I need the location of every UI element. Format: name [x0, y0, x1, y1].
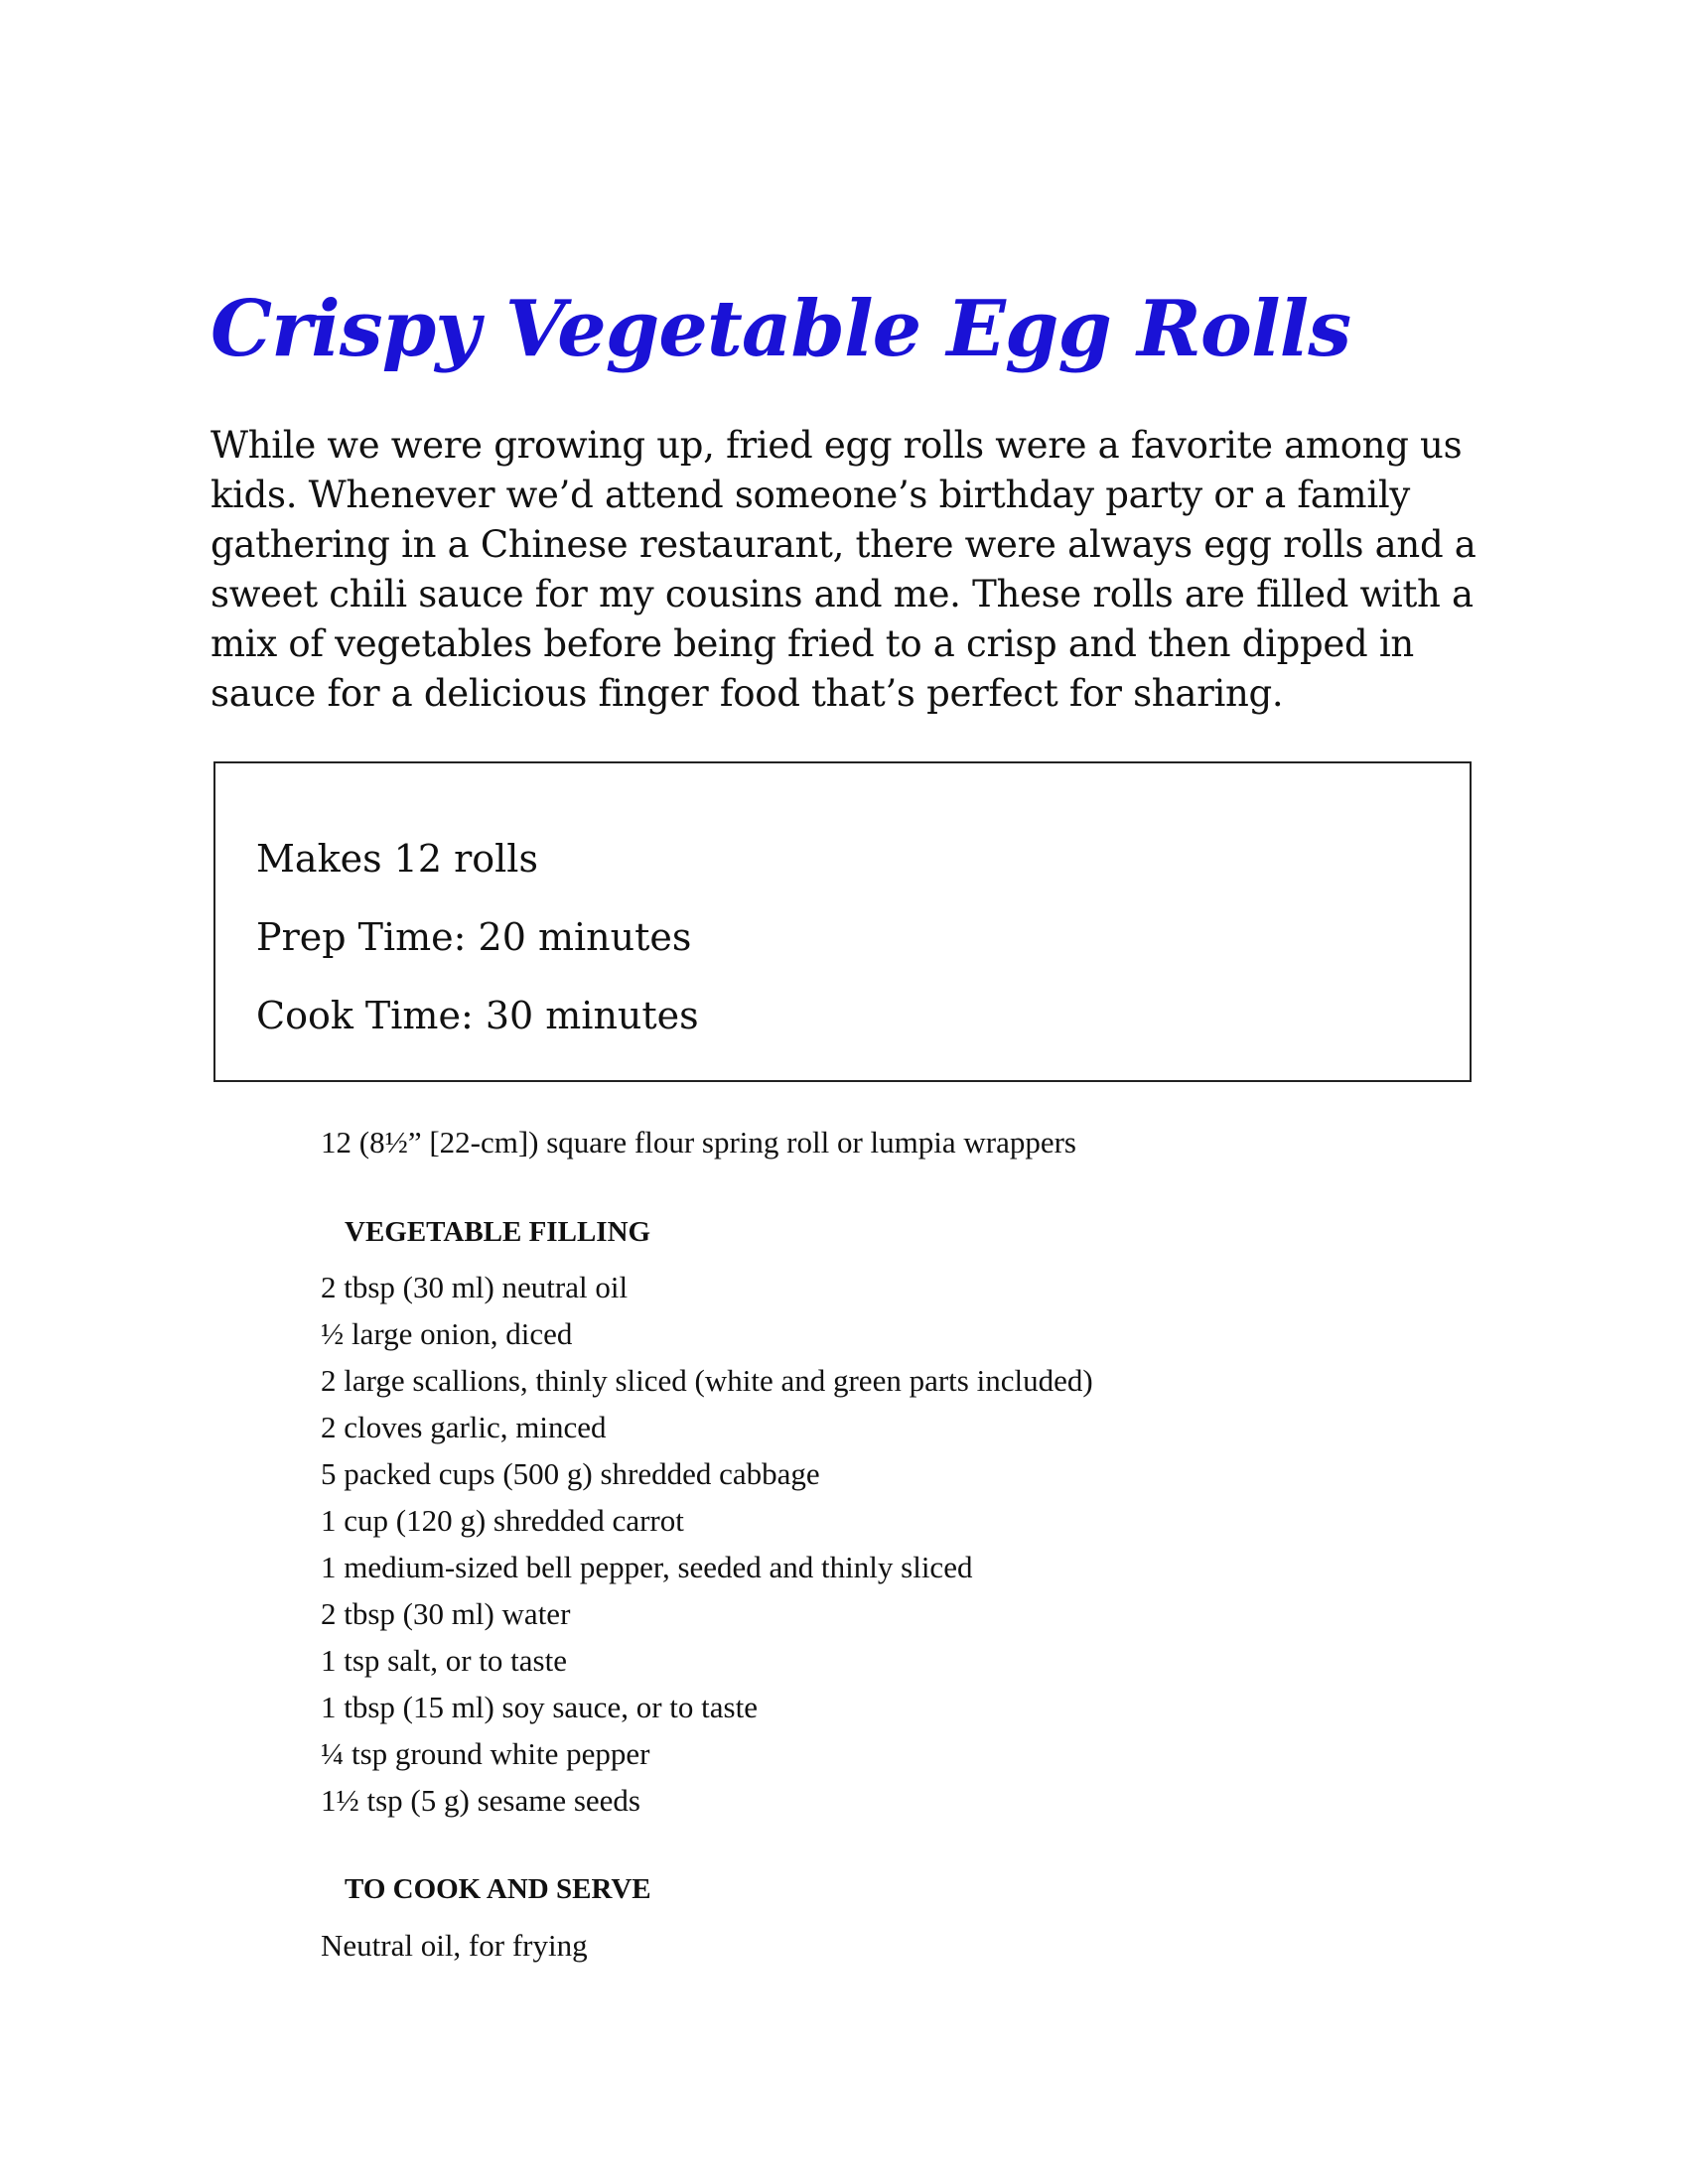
ingredient-item: 1 cup (120 g) shredded carrot	[321, 1503, 684, 1538]
ingredient-item: ½ large onion, diced	[321, 1316, 573, 1351]
ingredient-item: 2 tbsp (30 ml) neutral oil	[321, 1270, 629, 1304]
ingredient-item: 2 cloves garlic, minced	[321, 1410, 607, 1444]
ingredient-item: 5 packed cups (500 g) shredded cabbage	[321, 1456, 820, 1491]
prep-time-text: Prep Time: 20 minutes	[256, 915, 692, 959]
recipe-intro: While we were growing up, fried egg rolls were a favorite among us kids. Whenever we’d attend someone’s birthday party or a family gathering in a Chinese restaurant, there were always egg rolls and a sweet chili sauce for my cousins and me. These rolls are filled with a mix of vegetables before being fried to a crisp and then dipped in sauce for a delicious finger food that’s perfect for sharing.	[211, 424, 1477, 715]
ingredient-item: 1½ tsp (5 g) sesame seeds	[321, 1783, 640, 1818]
ingredient-item: 1 tsp salt, or to taste	[321, 1643, 567, 1678]
cook-time-text: Cook Time: 30 minutes	[256, 994, 699, 1037]
ingredient-item: Neutral oil, for frying	[321, 1928, 588, 1963]
ingredient-item: 2 large scallions, thinly sliced (white and green parts included)	[321, 1363, 1093, 1398]
recipe-title: Crispy Vegetable Egg Rolls	[211, 284, 1351, 374]
filling-heading: VEGETABLE FILLING	[345, 1216, 651, 1248]
ingredient-item: 2 tbsp (30 ml) water	[321, 1596, 571, 1631]
ingredient-wrappers: 12 (8½” [22-cm]) square flour spring roll or lumpia wrappers	[321, 1125, 1076, 1160]
serve-heading: TO COOK AND SERVE	[345, 1873, 651, 1905]
ingredient-item: ¼ tsp ground white pepper	[321, 1736, 650, 1771]
recipe-info-box	[213, 761, 1472, 1082]
ingredient-item: 1 tbsp (15 ml) soy sauce, or to taste	[321, 1690, 758, 1724]
yield-text: Makes 12 rolls	[256, 837, 538, 881]
ingredient-item: 1 medium-sized bell pepper, seeded and thinly sliced	[321, 1550, 973, 1584]
